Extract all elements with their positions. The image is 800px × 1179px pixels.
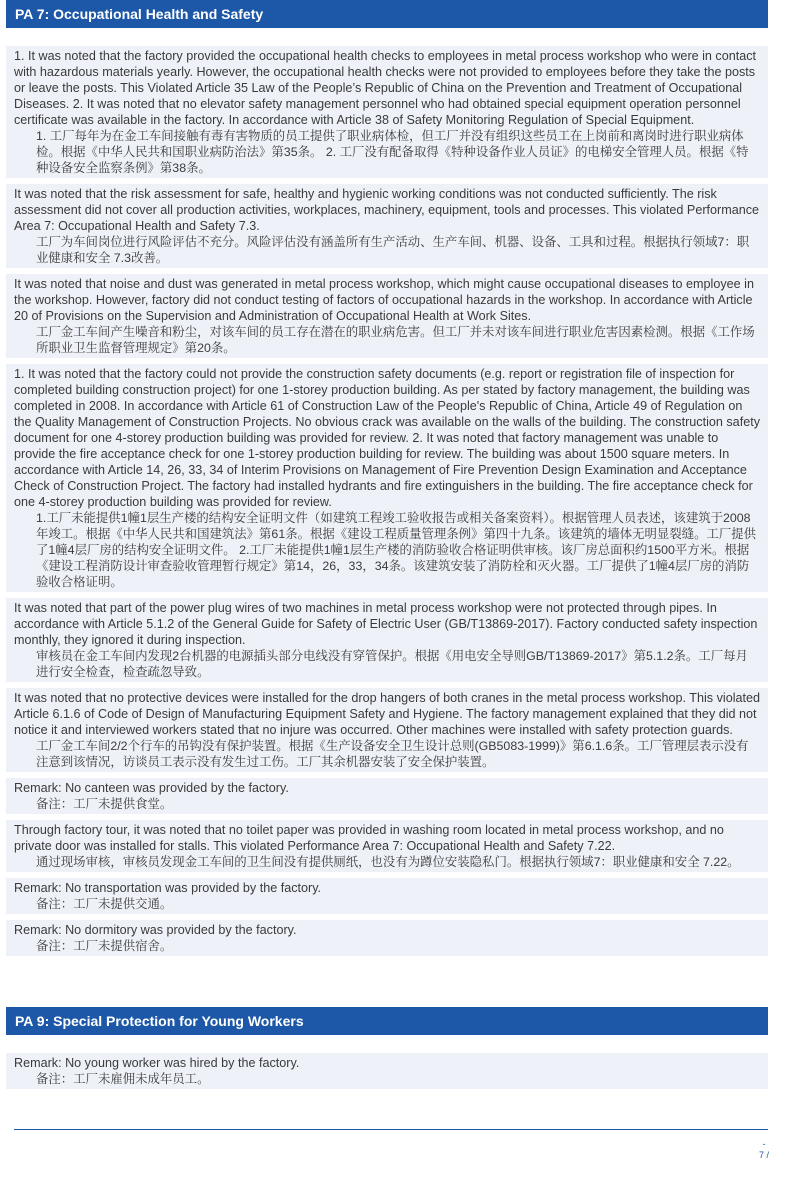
section-header-pa9 bbox=[6, 1007, 768, 1035]
finding-item bbox=[6, 184, 768, 268]
finding-text-en: 1. It was noted that the factory provided the occupational health checks to employees in metal process workshop who were in contact with hazardous materials yearly. However, the occupational health checks were not provided to employees before they take the posts or leave the posts. This Violated Article 35 Law of the People’s Republic of China on the Prevention and Treatment of Occupational Diseases. 2. It was noted that no elevator safety management personnel who had obtained special equipment operation personnel certificate was available in the factory. In accordance with Article 38 of Safety Monitoring Regulation of Special Equipment. bbox=[14, 49, 757, 127]
finding-item bbox=[6, 598, 768, 682]
finding-text-zh: 工厂金工车间产生噪音和粉尘，对该车间的员工存在潜在的职业病危害。但工厂并未对该车间进行职业危害因素检测。根据《工作场所职业卫生监督管理规定》第20条。 bbox=[36, 325, 755, 355]
remark-text-zh: 备注：工厂未提供交通。 bbox=[36, 897, 173, 911]
section-title: PA 7: Occupational Health and Safety bbox=[15, 6, 264, 22]
finding-item bbox=[6, 688, 768, 772]
finding-text-en: It was noted that part of the power plug wires of two machines in metal process workshop were not protected through pipes. In accordance with Article 5.1.2 of the General Guide for Safety of Electric User (GB/T13869-2017). Factory conducted safety inspection monthly, they ignored it during inspection. bbox=[14, 601, 758, 647]
finding-item bbox=[6, 820, 768, 872]
remark-text-en: Remark: No dormitory was provided by the factory. bbox=[14, 923, 297, 937]
finding-text-en: Through factory tour, it was noted that no toilet paper was provided in washing room located in metal process workshop, and no private door was installed for stalls. This violated Performance Area 7: Occupational Health and Safety 7.22. bbox=[14, 823, 724, 853]
footer-divider bbox=[14, 1129, 768, 1130]
finding-item bbox=[6, 46, 768, 178]
remark-text-en: Remark: No canteen was provided by the factory. bbox=[14, 781, 289, 795]
section-title: PA 9: Special Protection for Young Workers bbox=[15, 1013, 304, 1029]
section-header-pa7 bbox=[6, 0, 768, 28]
finding-item bbox=[6, 274, 768, 358]
remark-text-zh: 备注：工厂未雇佣未成年员工。 bbox=[36, 1072, 210, 1086]
remark-text-en: Remark: No young worker was hired by the factory. bbox=[14, 1056, 300, 1070]
section-body-pa9 bbox=[6, 1053, 768, 1095]
finding-text-en: It was noted that noise and dust was generated in metal process workshop, which might cause occupational diseases to employee in the workshop. However, factory did not conduct testing of factors of occupational hazards in the workshop. In accordance with Article 20 of Provisions on the Supervision and Administration of Occupational Health at Work Sites. bbox=[14, 277, 754, 323]
remark-text-en: Remark: No transportation was provided by the factory. bbox=[14, 881, 322, 895]
finding-text-zh: 1.工厂未能提供1幢1层生产楼的结构安全证明文件（如建筑工程竣工验收报告或相关备案资料）。根据管理人员表述，该建筑于2008年竣工。根据《中华人民共和国建筑法》第61条。根据《建设工程质量管理条例》第四十九条。该建筑的墙体无明显裂缝。工厂提供了1幢4层厂房的结构安全证明文件。 2.工厂未能提供1幢1层生产楼的消防验收合格证明供审核。该厂房总面积约1500平方米。根据《建设工程消防设计审查验收管理暂行规定》第14，26，33，34条。该建筑安装了消防栓和灭火器。工厂提供了1幢4层厂房的消防验收合格证明。 bbox=[36, 511, 757, 589]
finding-text-en: It was noted that the risk assessment for safe, healthy and hygienic working conditions was not conducted sufficiently. The risk assessment did not cover all production activities, workplaces, machinery, equipment, tools and processes. This violated Performance Area 7: Occupational Health and Safety 7.3. bbox=[14, 187, 760, 233]
finding-text-en: It was noted that no protective devices were installed for the drop hangers of both cranes in the metal process workshop. This violated Article 6.1.6 of Code of Design of Manufacturing Equipment Safety and Hygiene. The factory management explained that they did not notice it and interviewed workers stated that no injure was occurred. Other machines were installed with safety protection guards. bbox=[14, 691, 761, 737]
remark-item bbox=[6, 778, 768, 814]
finding-text-zh: 1. 工厂每年为在金工车间接触有毒有害物质的员工提供了职业病体检，但工厂并没有组织这些员工在上岗前和离岗时进行职业病体检。根据《中华人民共和国职业病防治法》第35条。 2. 工厂没有配备取得《特种设备作业人员证》的电梯安全管理人员。根据《特种设备安全监察条例》第38条。 bbox=[36, 129, 749, 175]
finding-text-en: 1. It was noted that the factory could not provide the construction safety documents (e.g. report or registration file of inspection for completed building construction project) for one 1-storey production building. As per stated by factory management, the building was completed in 2008. In accordance with Article 61 of Construction Law of the People's Republic of China, Article 49 of Regulation on the Quality Management of Construction Projects. No obvious crack was available on the walls of the building. The construction safety document for one 4-storey production building was provided for review. 2. It was noted that factory management was unable to provide the fire acceptance check for one 1-storey production building for review. The building was about 1500 square meters. In accordance with Article 14, 26, 33, 34 of Interim Provisions on Management of Fire Prevention Design Examination and Acceptance Check of Construction Project. The factory had installed hydrants and fire extinguishers in the building. The fire acceptance check for one 4-storey production building was provided for review. bbox=[14, 367, 760, 509]
finding-text-zh: 审核员在金工车间内发现2台机器的电源插头部分电线没有穿管保护。根据《用电安全导则GB/T13869-2017》第5.1.2条。工厂每月进行安全检查，检查疏忽导致。 bbox=[36, 649, 748, 679]
remark-item bbox=[6, 1053, 768, 1089]
finding-text-zh: 工厂金工车间2/2个行车的吊钩没有保护装置。根据《生产设备安全卫生设计总则(GB5083-1999)》第6.1.6条。工厂管理层表示没有注意到该情况，访谈员工表示没有发生过工伤。工厂其余机器安装了安全保护装置。 bbox=[36, 739, 749, 769]
finding-item bbox=[6, 364, 768, 592]
finding-text-zh: 通过现场审核，审核员发现金工车间的卫生间没有提供厕纸，也没有为蹲位安装隐私门。根据执行领域7：职业健康和安全 7.22。 bbox=[36, 855, 740, 869]
remark-text-zh: 备注：工厂未提供宿舍。 bbox=[36, 939, 173, 953]
page-number: - 7 / bbox=[759, 1139, 770, 1160]
remark-item bbox=[6, 878, 768, 914]
remark-text-zh: 备注：工厂未提供食堂。 bbox=[36, 797, 173, 811]
finding-text-zh: 工厂为车间岗位进行风险评估不充分。风险评估没有涵盖所有生产活动、生产车间、机器、设备、工具和过程。根据执行领域7：职业健康和安全 7.3改善。 bbox=[36, 235, 750, 265]
section-body-pa7 bbox=[6, 46, 768, 962]
remark-item bbox=[6, 920, 768, 956]
